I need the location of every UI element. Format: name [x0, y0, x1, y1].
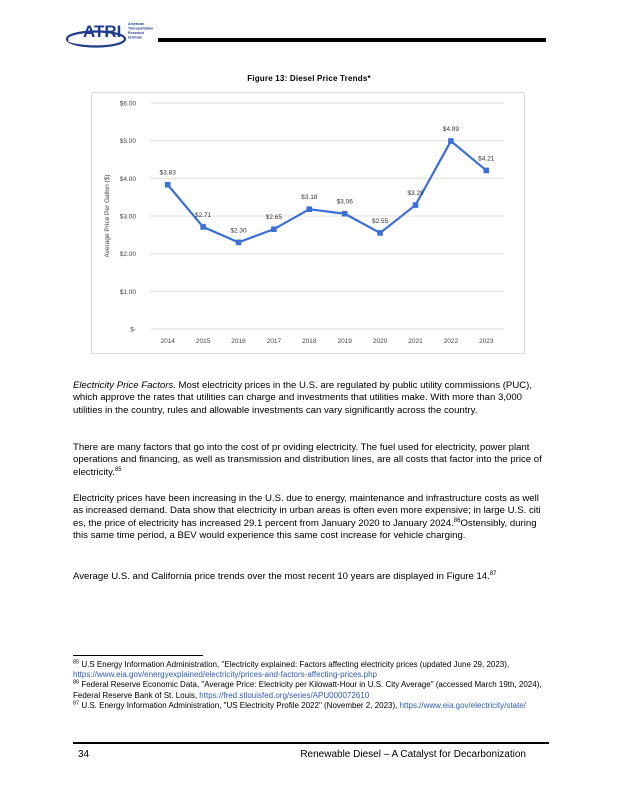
footnotes — [73, 660, 549, 711]
data-label: $3.18 — [301, 194, 318, 202]
paragraph-trends — [73, 571, 549, 583]
data-label: $2.55 — [371, 217, 389, 225]
paragraph-text: Average U.S. and California price trends over the most recent 10 years are displayed in Figure 14. — [73, 571, 490, 582]
x-tick-label: 2023 — [479, 338, 494, 345]
y-tick-label: $5.00 — [119, 138, 136, 146]
footnote-ref[interactable]: 85 — [114, 466, 122, 473]
figure-title: Figure 13: Diesel Price Trends* — [247, 74, 371, 83]
footnote-rule — [73, 655, 203, 656]
paragraph-price-increase — [73, 493, 549, 543]
series-line — [168, 141, 487, 242]
chart-frame — [91, 92, 525, 354]
y-tick-label: $6.00 — [119, 100, 136, 108]
footnote-text: U.S. Energy Information Administration, "US Electricity Profile 2022" (November 2, 2023), — [79, 700, 400, 710]
y-tick-label: $2.00 — [119, 251, 136, 259]
x-tick-label: 2022 — [443, 338, 459, 345]
x-tick-label: 2019 — [337, 338, 352, 345]
paragraph-body: Most electricity prices in the U.S. are regulated by public utility commissions (PUC), which approve the rates that utilities can charge and investments that utilities make. With more than 3,000 utilities in the country, rules and allowable investments can vary significantly across the country. — [73, 380, 533, 416]
footnote-85 — [73, 660, 549, 680]
logo-text: ATRI — [83, 22, 122, 41]
data-point — [271, 226, 277, 232]
data-point — [200, 224, 206, 230]
data-point — [413, 202, 419, 208]
diesel-price-chart — [92, 93, 524, 353]
data-label: $2.71 — [194, 211, 212, 219]
footnote-link[interactable]: https://www.eia.gov/electricity/state/ — [399, 700, 526, 710]
data-label: $4.99 — [442, 126, 460, 134]
footnote-87 — [73, 701, 549, 711]
data-point — [377, 230, 383, 236]
y-tick-label: $- — [130, 326, 136, 334]
logo-subtext-4: Institute — [128, 35, 142, 40]
data-label: $4.21 — [478, 155, 495, 163]
data-point — [307, 206, 313, 212]
y-axis-label: Average Price Per Gallon ($) — [104, 174, 111, 258]
paragraph-electricity-price-factors — [73, 380, 549, 417]
data-label: $3.83 — [159, 169, 176, 177]
atri-logo — [66, 20, 174, 50]
data-point — [342, 211, 348, 217]
y-tick-label: $4.00 — [119, 175, 136, 183]
footnote-ref[interactable]: 87 — [489, 570, 497, 577]
x-tick-label: 2015 — [195, 338, 211, 345]
paragraph-text: Electricity prices have been increasing in the U.S. due to energy, maintenance and infrastructure costs as well as increased demand. Data show that electricity in urban areas is often even more expensive; in large U.S. citi es, the price of electricity has increased 29.1 percent from January 2020 to January 2024. — [73, 493, 541, 529]
header-rule — [158, 38, 546, 42]
x-tick-label: 2020 — [372, 338, 388, 345]
paragraph-text: There are many factors that go into the cost of pr oviding electricity. The fuel used for electricity, power plant operations and financing, as well as transmission and distribution lines, are all costs that factor into the price of electricity. — [73, 442, 542, 478]
x-tick-label: 2021 — [408, 338, 423, 345]
data-point — [484, 168, 490, 174]
y-tick-label: $1.00 — [119, 288, 136, 296]
data-point — [236, 240, 242, 246]
footnote-number: 85 — [73, 659, 80, 666]
x-tick-label: 2018 — [302, 338, 317, 345]
x-tick-label: 2016 — [231, 338, 246, 345]
paragraph-cost-factors — [73, 442, 549, 479]
y-tick-label: $3.00 — [119, 213, 136, 221]
footnote-link[interactable]: https://fred.stlouisfed.org/series/APU000072610 — [199, 690, 370, 700]
footnote-link[interactable]: https://www.eia.gov/energyexplained/electricity/prices-and-factors-affecting-prices.php — [73, 670, 377, 680]
paragraph-text: Ostensibly, during this same time period, a BEV would experience this same cost increase for vehicle charging. — [73, 517, 537, 542]
logo-subtext-3: Research — [128, 31, 145, 35]
footer-document-title: Renewable Diesel – A Catalyst for Decarbonization — [300, 749, 526, 760]
data-point — [165, 182, 171, 188]
logo-subtext-1: American — [128, 22, 145, 26]
footnote-text: U.S Energy Information Administration, "Electricity explained: Factors affecting electricity prices (updated June 29, 2023), — [79, 660, 510, 669]
footnote-ref[interactable]: 86 — [453, 517, 461, 524]
logo-subtext-2: Transportation — [128, 26, 154, 31]
data-label: $2.65 — [265, 214, 283, 222]
footnote-text: Federal Reserve Economic Data, "Average Price: Electricity per Kilowatt-Hour in U.S. City Average" (accessed March 19th, 2024), Federal Reserve Bank of St. Louis, — [73, 680, 542, 700]
x-tick-label: 2014 — [160, 338, 175, 345]
footnote-number: 86 — [73, 679, 80, 686]
data-label: $2.30 — [230, 227, 247, 235]
paragraph-lead: Electricity Price Factors. — [73, 380, 176, 391]
x-tick-label: 2017 — [266, 338, 282, 345]
data-label: $3.29 — [407, 190, 424, 198]
footnote-86 — [73, 680, 549, 700]
page-number: 34 — [78, 749, 90, 760]
footnote-number: 87 — [73, 700, 80, 707]
data-label: $3.06 — [336, 198, 353, 206]
data-point — [448, 138, 454, 144]
footer-rule — [73, 742, 549, 744]
